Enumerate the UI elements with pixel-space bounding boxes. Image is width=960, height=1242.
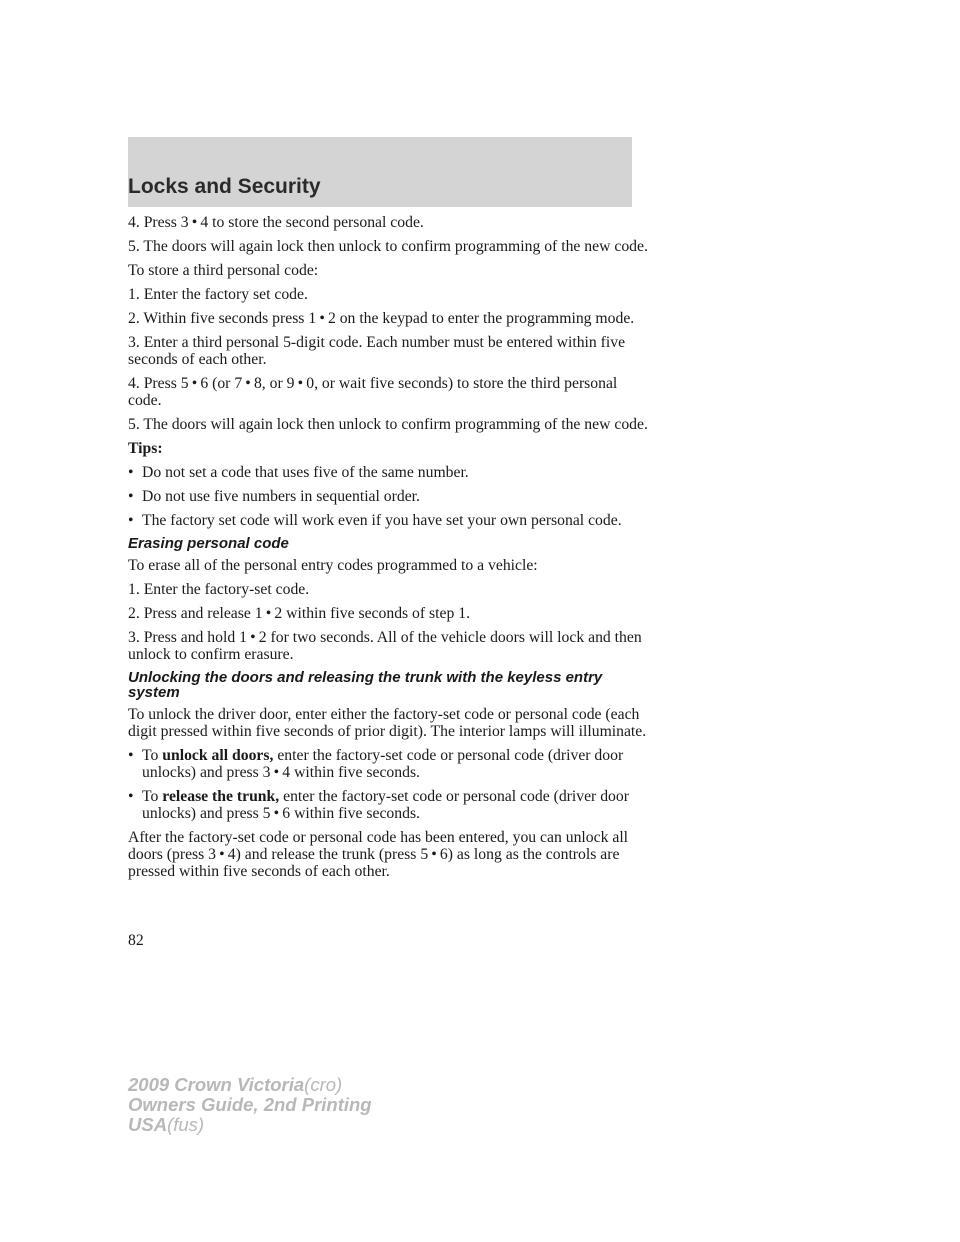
list-item	[128, 788, 648, 822]
paragraph: To store a third personal code:	[128, 262, 319, 279]
bullet-icon: •	[128, 788, 134, 805]
page-content	[128, 214, 648, 887]
footer-line: Owners Guide, 2nd Printing	[128, 1094, 372, 1115]
bullet-icon: •	[128, 747, 134, 764]
list-item	[128, 747, 648, 781]
emphasis-text: unlock all doors,	[162, 747, 274, 764]
paragraph: To unlock the driver door, enter either the factory-set code or personal code (each digit pressed within five seconds of prior digit). The interior lamps will illuminate.	[128, 706, 647, 740]
page-number: 82	[128, 932, 144, 949]
list-item	[128, 488, 648, 505]
tips-label: Tips:	[128, 440, 163, 457]
paragraph: 2. Within five seconds press 1 • 2 on the keypad to enter the programming mode.	[128, 310, 635, 327]
bullet-icon: •	[128, 488, 134, 505]
paragraph: After the factory-set code or personal code has been entered, you can unlock all doors (press 3 • 4) and release the trunk (press 5 • 6) as long as the controls are pressed within five seconds of each other.	[128, 829, 629, 880]
paragraph: To erase all of the personal entry codes programmed to a vehicle:	[128, 557, 538, 574]
subheading-erasing: Erasing personal code	[128, 535, 289, 552]
list-item-text: Do not use five numbers in sequential order.	[142, 488, 420, 505]
emphasis-text: release the trunk,	[162, 788, 280, 805]
list-item	[128, 464, 648, 481]
subheading-unlocking: Unlocking the doors and releasing the trunk with the keyless entry system	[128, 669, 603, 701]
paragraph: 1. Enter the factory-set code.	[128, 581, 310, 598]
list-item-text: The factory set code will work even if you have set your own personal code.	[142, 512, 622, 529]
list-item-text: Do not set a code that uses five of the same number.	[142, 464, 469, 481]
paragraph: 4. Press 5 • 6 (or 7 • 8, or 9 • 0, or wait five seconds) to store the third personal code.	[128, 375, 618, 409]
list-item-text: To unlock all doors, enter the factory-set code or personal code (driver door unlocks) and press 3 • 4 within five seconds.	[142, 747, 624, 781]
list-item-text: To release the trunk, enter the factory-set code or personal code (driver door unlocks) and press 5 • 6 within five seconds.	[142, 788, 629, 822]
list-item	[128, 512, 648, 529]
paragraph: 4. Press 3 • 4 to store the second personal code.	[128, 214, 424, 231]
paragraph: 5. The doors will again lock then unlock to confirm programming of the new code.	[128, 238, 648, 255]
footer-line: USA(fus)	[128, 1114, 205, 1135]
bullet-icon: •	[128, 464, 134, 481]
section-header-band	[128, 137, 632, 207]
footer-watermark	[128, 1075, 372, 1135]
paragraph: 5. The doors will again lock then unlock to confirm programming of the new code.	[128, 416, 648, 433]
paragraph: 3. Enter a third personal 5-digit code. Each number must be entered within five seconds of each other.	[128, 334, 626, 368]
section-title: Locks and Security	[128, 175, 321, 198]
paragraph: 3. Press and hold 1 • 2 for two seconds. All of the vehicle doors will lock and then unlock to confirm erasure.	[128, 629, 642, 663]
footer-line: 2009 Crown Victoria(cro)	[128, 1074, 343, 1095]
bullet-icon: •	[128, 512, 134, 529]
paragraph: 2. Press and release 1 • 2 within five seconds of step 1.	[128, 605, 471, 622]
paragraph: 1. Enter the factory set code.	[128, 286, 308, 303]
